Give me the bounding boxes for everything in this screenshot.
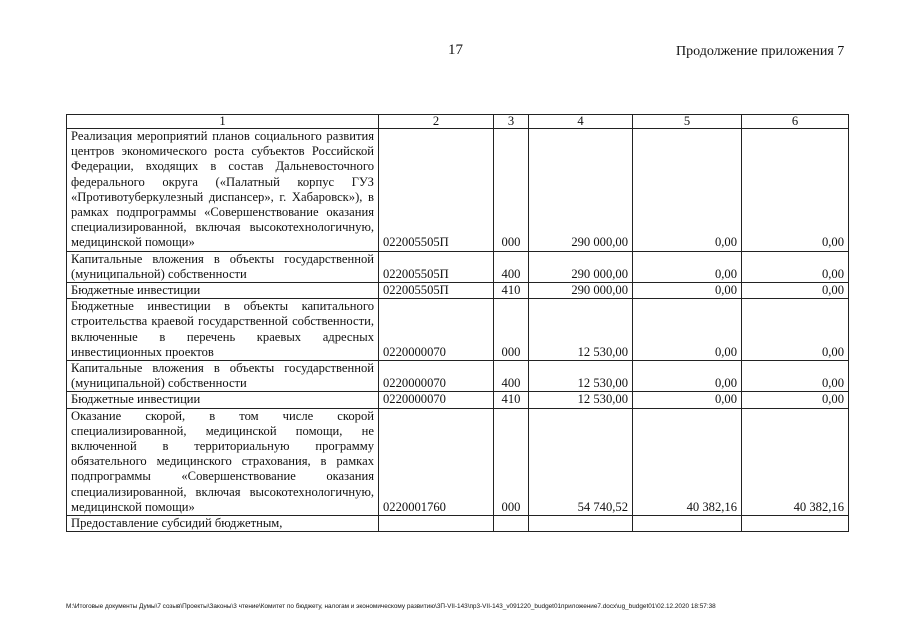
table-row — [67, 361, 849, 392]
amount-col4: 12 530,00 — [529, 392, 633, 408]
amount-col6: 0,00 — [742, 283, 849, 299]
table-row — [67, 129, 849, 252]
column-header: 1 — [67, 115, 379, 129]
amount-col6: 40 382,16 — [742, 408, 849, 515]
table-row — [67, 251, 849, 282]
target-code: 022005505П — [379, 251, 494, 282]
target-code: 022005505П — [379, 283, 494, 299]
expense-type: 000 — [494, 408, 529, 515]
row-name: Бюджетные инвестиции — [67, 392, 379, 408]
column-header: 6 — [742, 115, 849, 129]
expense-type: 400 — [494, 251, 529, 282]
row-name: Капитальные вложения в объекты государственной (муниципальной) собственности — [67, 251, 379, 282]
table-row — [67, 299, 849, 361]
amount-col5 — [633, 516, 742, 532]
table-row — [67, 392, 849, 408]
appendix-title: Продолжение приложения 7 — [676, 44, 845, 59]
amount-col4: 290 000,00 — [529, 129, 633, 252]
row-name: Оказание скорой, в том числе скорой специализированной, медицинской помощи, не включенной в территориальную программу обязательного медицинского страхования, в рамках подпрограммы «Совершенствование оказания специализированной, включая высокотехнологичную, медицинской помощи» — [67, 408, 379, 515]
table-row — [67, 408, 849, 515]
target-code: 0220001760 — [379, 408, 494, 515]
amount-col5: 0,00 — [633, 283, 742, 299]
amount-col5: 0,00 — [633, 251, 742, 282]
column-header: 5 — [633, 115, 742, 129]
expense-type: 000 — [494, 129, 529, 252]
amount-col4: 290 000,00 — [529, 251, 633, 282]
amount-col4: 54 740,52 — [529, 408, 633, 515]
column-number-row — [67, 115, 849, 129]
column-header: 2 — [379, 115, 494, 129]
amount-col6: 0,00 — [742, 251, 849, 282]
target-code: 022005505П — [379, 129, 494, 252]
amount-col5: 0,00 — [633, 299, 742, 361]
expense-type — [494, 516, 529, 532]
row-name: Капитальные вложения в объекты государственной (муниципальной) собственности — [67, 361, 379, 392]
amount-col4: 12 530,00 — [529, 299, 633, 361]
amount-col4: 290 000,00 — [529, 283, 633, 299]
row-name: Реализация мероприятий планов социального развития центров экономического роста субъектов Российской Федерации, входящих в состав Дальневосточного федерального округа («Палатный корпус ГУЗ «Противотуберкулезный диспансер», г. Хабаровск»), в рамках подпрограммы «Совершенствование оказания специализированной, включая высокотехнологичную, медицинской помощи» — [67, 129, 379, 252]
amount-col6: 0,00 — [742, 299, 849, 361]
amount-col6: 0,00 — [742, 129, 849, 252]
amount-col5: 0,00 — [633, 361, 742, 392]
amount-col5: 40 382,16 — [633, 408, 742, 515]
budget-table — [66, 114, 849, 532]
page-number: 17 — [448, 42, 463, 58]
table-row — [67, 283, 849, 299]
amount-col6: 0,00 — [742, 392, 849, 408]
amount-col6 — [742, 516, 849, 532]
expense-type: 410 — [494, 283, 529, 299]
target-code — [379, 516, 494, 532]
target-code: 0220000070 — [379, 299, 494, 361]
file-path-footer: M:\Итоговые документы Думы\7 созыв\Проекты\Законы\3 чтение\Комитет по бюджету, налогам и экономическому развитию\3П-VII-143\пр3-VII-143_v091220_budget01приложение7.docx\ug_budget01\02.12.2020 18:57:38 — [66, 603, 716, 610]
expense-type: 400 — [494, 361, 529, 392]
amount-col4: 12 530,00 — [529, 361, 633, 392]
target-code: 0220000070 — [379, 361, 494, 392]
target-code: 0220000070 — [379, 392, 494, 408]
expense-type: 410 — [494, 392, 529, 408]
row-name: Бюджетные инвестиции в объекты капитального строительства краевой государственной собственности, включенные в перечень краевых адресных инвестиционных проектов — [67, 299, 379, 361]
column-header: 3 — [494, 115, 529, 129]
expense-type: 000 — [494, 299, 529, 361]
amount-col6: 0,00 — [742, 361, 849, 392]
row-name: Бюджетные инвестиции — [67, 283, 379, 299]
amount-col5: 0,00 — [633, 392, 742, 408]
table-row — [67, 516, 849, 532]
amount-col4 — [529, 516, 633, 532]
row-name: Предоставление субсидий бюджетным, — [67, 516, 379, 532]
amount-col5: 0,00 — [633, 129, 742, 252]
column-header: 4 — [529, 115, 633, 129]
